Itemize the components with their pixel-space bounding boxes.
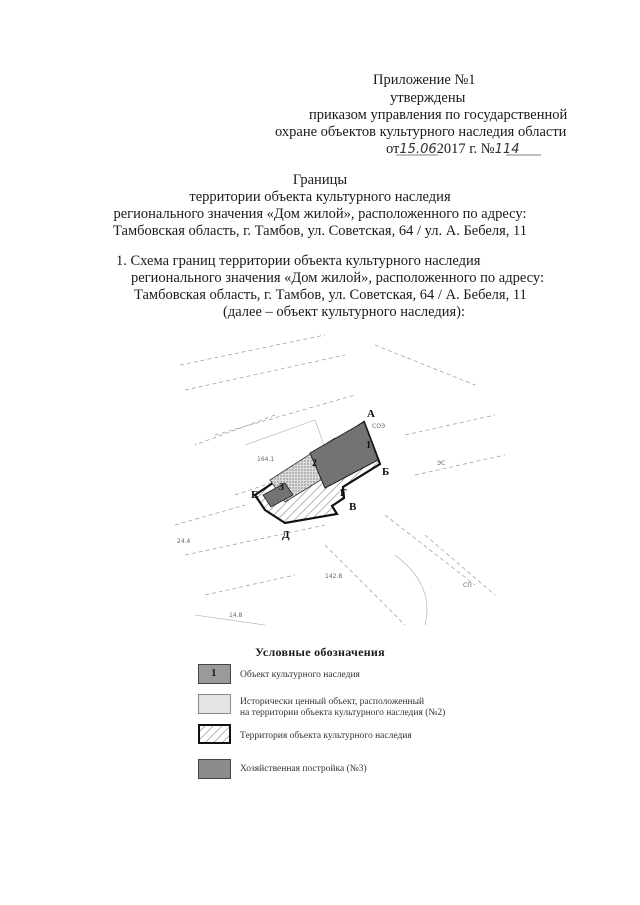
- title-line-2: территории объекта культурного наследия: [189, 189, 451, 205]
- section-line-1: 1. Схема границ территории объекта культурного наследия: [116, 253, 481, 269]
- title-line-3: регионального значения «Дом жилой», расположенного по адресу:: [113, 206, 527, 222]
- appendix-label: Приложение №1: [373, 72, 476, 88]
- point-label-v: В: [349, 501, 357, 513]
- title-line-4: Тамбовская область, г. Тамбов, ул. Советская, 64 / ул. А. Бебеля, 11: [113, 223, 527, 239]
- map-label-elevation-1: 164.1: [257, 456, 275, 463]
- legend-text-outbuilding: Хозяйственная постройка (№3): [240, 764, 367, 774]
- handwritten-date: 15.06: [399, 142, 437, 157]
- legend-title: Условные обозначения: [255, 645, 385, 659]
- map-label-soe: СОЭ: [372, 423, 386, 430]
- section-line-2: регионального значения «Дом жилой», расположенного по адресу:: [131, 270, 544, 286]
- map-label-elevation-2: 24.4: [177, 538, 191, 545]
- point-label-e: Е: [251, 489, 259, 501]
- legend-swatch-heritage-object: [198, 664, 231, 684]
- point-label-g: Г: [340, 487, 347, 499]
- date-prefix: от: [386, 141, 400, 157]
- legend-text-territory: Территория объекта культурного наследия: [240, 731, 412, 741]
- map-label-sp: СП: [463, 582, 472, 589]
- object-number-1: 1: [366, 440, 371, 451]
- approved-label: утверждены: [390, 90, 466, 106]
- order-line-1: приказом управления по государственной: [309, 107, 568, 123]
- point-label-d: Д: [282, 529, 290, 541]
- date-year: 2017 г. №: [436, 141, 495, 157]
- legend-swatch-number: 1: [211, 667, 217, 679]
- map-label-es: ЭС: [437, 460, 446, 467]
- map-label-elevation-4: 142.8: [325, 573, 343, 580]
- legend-swatch-historic-object: [198, 694, 231, 714]
- title-line-1: Границы: [292, 172, 348, 188]
- legend-text-historic-object-2: на территории объекта культурного наследия (№2): [240, 708, 446, 718]
- point-label-b: Б: [382, 466, 390, 478]
- section-line-4: (далее – объект культурного наследия):: [223, 304, 466, 320]
- object-number-3: 3: [279, 482, 284, 493]
- boundary-scheme-map: [175, 325, 510, 635]
- handwritten-number: 114: [494, 142, 520, 157]
- point-label-a: А: [367, 408, 375, 420]
- legend-text-heritage-object: Объект культурного наследия: [240, 670, 360, 680]
- object-number-2: 2: [312, 458, 317, 469]
- map-label-elevation-3: 14.8: [229, 612, 243, 619]
- legend-swatch-outbuilding: [198, 759, 231, 779]
- section-line-3: Тамбовская область, г. Тамбов, ул. Советская, 64 / А. Бебеля, 11: [134, 287, 527, 303]
- date-underline: [396, 154, 546, 158]
- legend-swatch-territory: [198, 724, 231, 744]
- order-line-2: охране объектов культурного наследия области: [275, 124, 567, 140]
- legend-text-historic-object-1: Исторически ценный объект, расположенный: [240, 697, 425, 707]
